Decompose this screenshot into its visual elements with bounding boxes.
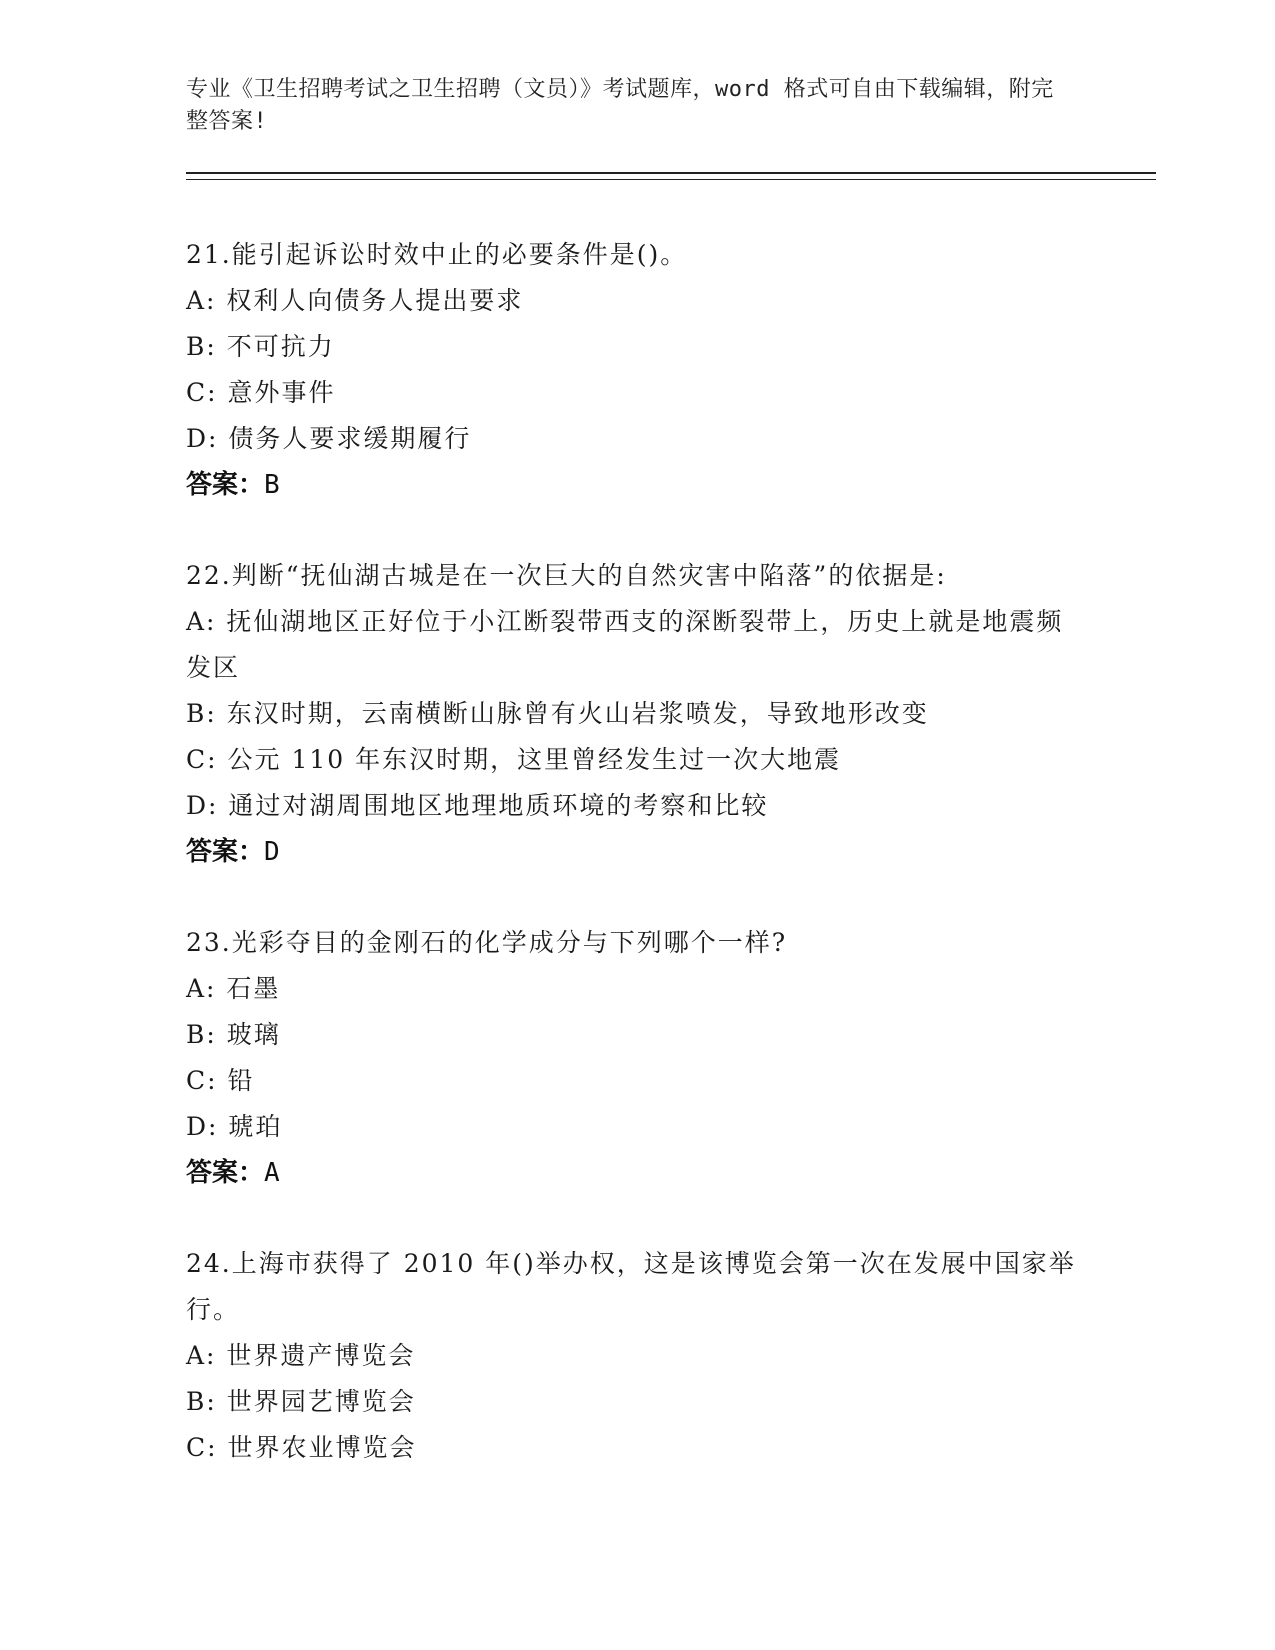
option-a: A: 世界遗产博览会 (186, 1341, 416, 1370)
option-c: C: 意外事件 (186, 378, 336, 407)
answer-value: A (264, 1158, 280, 1188)
answer-line (186, 829, 1156, 875)
question-24 (186, 1241, 1156, 1471)
question-21 (186, 232, 1156, 508)
option-c: C: 铅 (186, 1066, 255, 1095)
answer-value: B (264, 470, 280, 500)
question-stem: 24.上海市获得了 2010 年()举办权，这是该博览会第一次在发展中国家举行。 (186, 1249, 1076, 1324)
answer-label: 答案： (186, 837, 265, 867)
option-b: B: 玻璃 (186, 1020, 281, 1049)
option-d: D: 通过对湖周围地区地理地质环境的考察和比较 (186, 791, 769, 820)
option-b: B: 不可抗力 (186, 332, 335, 361)
option-d: D: 债务人要求缓期履行 (186, 424, 472, 453)
question-stem: 22.判断“抚仙湖古城是在一次巨大的自然灾害中陷落”的依据是: (186, 561, 947, 590)
option-a: A: 权利人向债务人提出要求 (186, 286, 524, 315)
option-c: C: 世界农业博览会 (186, 1433, 417, 1462)
option-b: B: 世界园艺博览会 (186, 1387, 416, 1416)
question-23 (186, 920, 1156, 1196)
answer-label: 答案： (186, 470, 265, 500)
document-header: 专业《卫生招聘考试之卫生招聘（文员）》考试题库，word 格式可自由下载编辑，附完整答案! (186, 77, 1054, 134)
answer-line (186, 1150, 1156, 1196)
option-c: C: 公元 110 年东汉时期，这里曾经发生过一次大地震 (186, 745, 842, 774)
question-stem: 21.能引起诉讼时效中止的必要条件是()。 (186, 240, 688, 269)
answer-value: D (264, 837, 280, 867)
question-list (186, 232, 1156, 1471)
answer-line (186, 462, 1156, 508)
header-divider (186, 172, 1156, 180)
option-a: A: 抚仙湖地区正好位于小江断裂带西支的深断裂带上，历史上就是地震频发区 (186, 607, 1064, 682)
question-stem: 23.光彩夺目的金刚石的化学成分与下列哪个一样? (186, 928, 788, 957)
option-d: D: 琥珀 (186, 1112, 283, 1141)
option-a: A: 石墨 (186, 974, 281, 1003)
option-b: B: 东汉时期，云南横断山脉曾有火山岩浆喷发，导致地形改变 (186, 699, 929, 728)
answer-label: 答案： (186, 1158, 265, 1188)
document-page (186, 74, 1156, 1516)
question-22 (186, 553, 1156, 875)
